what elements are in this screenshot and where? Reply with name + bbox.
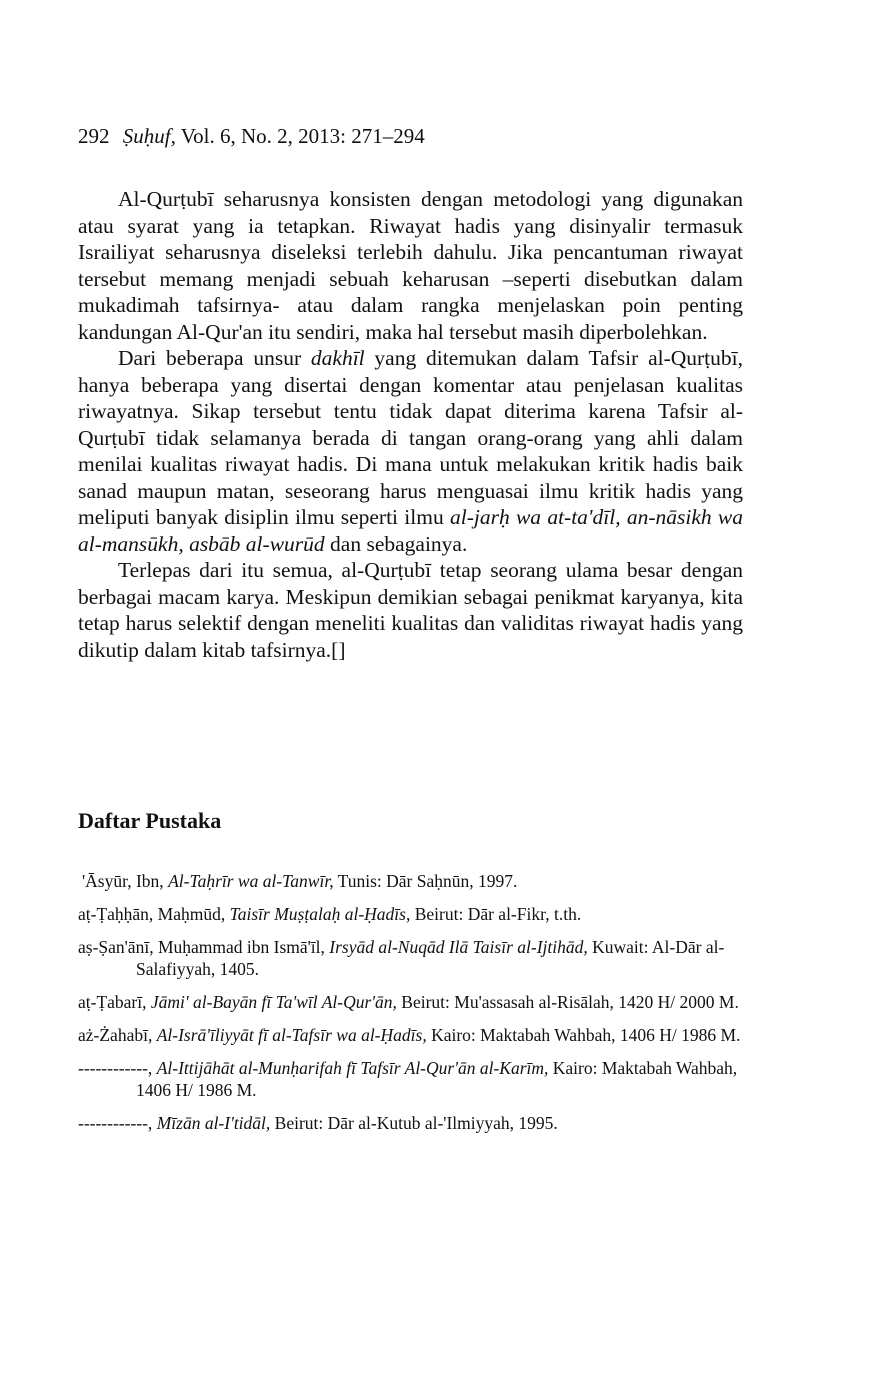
italic-text: Al-Ittijāhāt al-Munḥarifah fī Tafsīr Al-Qur'ān al-Karīm, [156, 1058, 549, 1078]
text-run: yang ditemukan dalam Tafsir al-Qurṭubī, hanya beberapa yang disertai dengan komentar atau penjelasan kualitas riwayatnya. Sikap tersebut tentu tidak dapat diterima karena Tafsir al-Qurṭubī tidak selamanya berada di tangan orang-orang yang ahli dalam menilai kualitas riwayat hadis. Di mana untuk melakukan kritik hadis baik sanad maupun matan, seseorang harus menguasai ilmu kritik hadis yang meliputi banyak disiplin ilmu seperti ilmu [78, 346, 744, 529]
text-run: Beirut: Dār al-Fikr, t.th. [410, 904, 582, 924]
text-run: Al-Qurṭubī seharusnya konsisten dengan metodologi yang digunakan atau syarat yang ia tetapkan. Riwayat hadis yang disinyalir termasuk Israiliyat seharusnya diseleksi terlebih dahulu. Jika pencantuman riwayat tersebut memang menjadi sebuah keharusan –seperti disebutkan dalam mukadimah tafsirnya- atau dalam rangka menjelaskan poin penting kandungan Al-Qur'an itu sendiri, maka hal tersebut masih diperbolehkan. [78, 187, 743, 344]
italic-text: Irsyād al-Nuqād Ilā Taisīr al-Ijtihād, [329, 937, 588, 957]
text-run: ------------, [78, 1058, 157, 1078]
paragraph [78, 186, 743, 345]
journal-issue: Vol. 6, No. 2, 2013: 271–294 [180, 124, 425, 148]
text-run: Kairo: Maktabah Wahbah, 1406 H/ 1986 M. [426, 1025, 741, 1045]
paragraph [78, 557, 743, 663]
page-number: 292 [78, 124, 110, 148]
text-run: Terlepas dari itu semua, al-Qurṭubī tetap seorang ulama besar dengan berbagai macam karya. Meskipun demikian sebagai penikmat karyanya, kita tetap harus selektif dengan meneliti kualitas dan validitas riwayat hadis yang dikutip dalam kitab tafsirnya.[] [78, 558, 743, 662]
text-run: Kuwait: Al-Dār al-Salafiyyah, 1405. [136, 937, 725, 979]
italic-text: al-jarḥ wa at-ta'dīl, an-nāsikh wa al-mansūkh, asbāb al-wurūd [78, 505, 744, 556]
text-run: Dari beberapa unsur [118, 346, 311, 370]
text-run: Kairo: Maktabah Wahbah, 1406 H/ 1986 M. [136, 1058, 738, 1100]
journal-name: Ṣuḥuf, [122, 124, 176, 148]
text-run: aṣ-Ṣan'ānī, Muḥammad ibn Ismā'īl, [78, 937, 330, 957]
italic-text: Al-Taḥrīr wa al-Tanwīr, [168, 871, 334, 891]
text-run: ------------, [78, 1113, 157, 1133]
text-run: aṭ-Ṭabarī, [78, 992, 151, 1012]
reference-list [78, 870, 748, 1145]
paragraph [78, 345, 743, 557]
reference-entry [78, 903, 748, 925]
italic-text: Taisīr Muṣṭalaḥ al-Ḥadīs, [229, 904, 411, 924]
references-heading: Daftar Pustaka [78, 808, 222, 833]
text-run: Tunis: Dār Saḥnūn, 1997. [333, 871, 518, 891]
reference-entry [78, 1057, 748, 1101]
text-run: aṭ-Ṭaḥḥān, Maḥmūd, [78, 904, 230, 924]
reference-entry [78, 1112, 748, 1134]
text-run: Beirut: Mu'assasah al-Risālah, 1420 H/ 2000 M. [396, 992, 739, 1012]
italic-text: Jāmi' al-Bayān fī Ta'wīl Al-Qur'ān, [150, 992, 397, 1012]
text-run: 'Āsyūr, Ibn, [82, 871, 169, 891]
reference-entry [78, 991, 748, 1013]
italic-text: Mīzān al-I'tidāl, [156, 1113, 271, 1133]
text-run: aż-Żahabī, [78, 1025, 157, 1045]
italic-text: dakhīl [310, 346, 365, 370]
body-text [78, 186, 743, 663]
reference-entry [78, 1024, 748, 1046]
text-run: dan sebagainya. [324, 531, 468, 556]
text-run: Beirut: Dār al-Kutub al-'Ilmiyyah, 1995. [270, 1113, 558, 1133]
running-header [78, 124, 425, 149]
italic-text: Al-Isrā'īliyyāt fī al-Tafsīr wa al-Ḥadīs, [156, 1025, 427, 1045]
reference-entry [78, 936, 748, 980]
reference-entry [78, 870, 748, 892]
